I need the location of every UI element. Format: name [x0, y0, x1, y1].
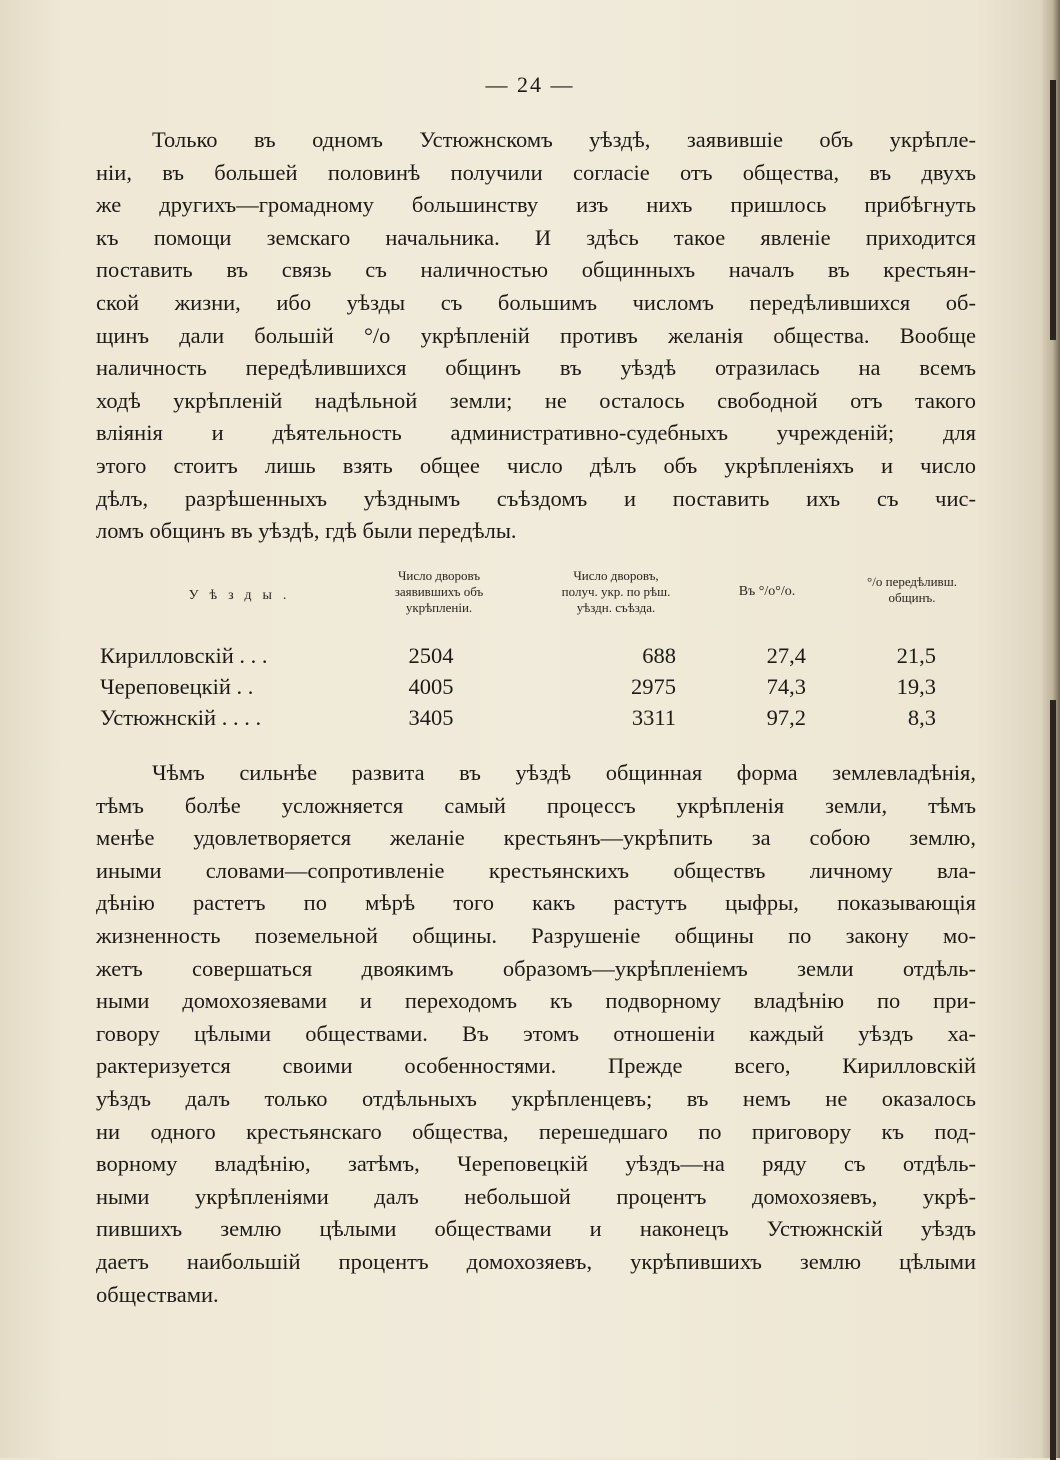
header-line: Число дворовъ,: [573, 568, 659, 583]
text-line: ни одного крестьянскаго общества, перешедшаго по приговору къ под-: [96, 1118, 976, 1144]
text-line: Чѣмъ сильнѣе развита въ уѣздѣ общинная форма землевладѣнія,: [152, 760, 976, 785]
text-line: пившихъ землю цѣлыми обществами и наконецъ Устюжнскій уѣздъ: [96, 1216, 976, 1242]
text-line: къ помощи земскаго начальника. И здѣсь такое явленіе приходится: [96, 224, 976, 250]
table-body: [96, 640, 976, 733]
text-line: рактеризуется своими особенностями. Прежде всего, Кирилловскій: [96, 1053, 976, 1079]
header-line: укрѣпленіи.: [405, 600, 473, 615]
page-number: — 24 —: [485, 72, 575, 97]
text-line: иными словами—сопротивленіе крестьянскихъ обществъ личному вла-: [96, 857, 976, 883]
district-name: Череповецкій . .: [100, 674, 254, 699]
table-header: [96, 566, 976, 630]
paragraph-1: [96, 124, 976, 548]
table-row: [96, 671, 976, 702]
edge-mark: [1050, 80, 1056, 340]
text-line: ніи, въ большей половинѣ получили согласіе отъ общества, въ двухъ: [96, 159, 976, 185]
cell-households-applied: 3405: [408, 705, 454, 730]
text-line: ской жизни, ибо уѣзды съ большимъ числомъ передѣлившихся об-: [96, 289, 976, 315]
edge-mark: [1050, 700, 1056, 1460]
text-line: поставить въ связь съ наличностью общинныхъ началъ въ крестьян-: [96, 257, 976, 283]
header-district: Уѣзды.: [188, 588, 298, 603]
header-line: получ. укр. по рѣш.: [561, 584, 671, 599]
header-line: заявившихъ объ: [394, 584, 484, 599]
district-name: Устюжнскій . . . .: [100, 705, 262, 730]
header-line: Число дворовъ: [397, 568, 481, 583]
text-line: говору цѣлыми обществами. Въ этомъ отношеніи каждый уѣздъ ха-: [96, 1020, 976, 1046]
text-line: Только въ одномъ Устюжнскомъ уѣздѣ, заявившіе объ укрѣпле-: [152, 127, 976, 152]
text-line: ными укрѣпленіями далъ небольшой процентъ домохозяевъ, укрѣ-: [96, 1183, 976, 1209]
text-line: жизненность поземельной общины. Разрушеніе общины по закону мо-: [96, 922, 976, 948]
cell-households-applied: 2504: [408, 643, 454, 668]
table-row: [96, 640, 976, 671]
text-line: ными домохозяевами и переходомъ къ подворному владѣнію по при-: [96, 988, 976, 1014]
header-col1: [354, 568, 524, 616]
page-edge: [1042, 0, 1060, 1458]
text-line: ворному владѣнію, затѣмъ, Череповецкій уѣздъ—на ряду съ отдѣль-: [96, 1151, 976, 1177]
cell-households-granted: 2975: [631, 674, 676, 699]
text-line: же другихъ—громадному большинству изъ нихъ пришлось прибѣгнуть: [96, 192, 976, 218]
header-col3: Въ °/о°/о.: [738, 584, 796, 599]
text-line: вліянія и дѣятельность административно-судебныхъ учрежденій; для: [96, 420, 976, 446]
text-line: щинъ дали большій °/о укрѣпленій противъ желанія общества. Вообще: [96, 322, 976, 348]
text-line: менѣе удовлетворяется желаніе крестьянъ—укрѣпить за собою землю,: [96, 825, 976, 851]
text-line: ломъ общинъ въ уѣздѣ, гдѣ были передѣлы.: [96, 518, 517, 544]
cell-percent: 97,2: [766, 705, 806, 730]
text-line: даетъ наибольшій процентъ домохозяевъ, укрѣпившихъ землю цѣлыми: [96, 1248, 976, 1274]
text-line: уѣздъ далъ только отдѣльныхъ укрѣпленцевъ; въ немъ не оказалось: [96, 1085, 976, 1111]
cell-households-applied: 4005: [408, 674, 454, 699]
table-row: [96, 702, 976, 733]
cell-households-granted: 3311: [631, 705, 676, 730]
header-col2: [526, 568, 706, 616]
text-line: этого стоитъ лишь взять общее число дѣлъ объ укрѣпленіяхъ и число: [96, 452, 976, 478]
cell-percent-communes: 8,3: [907, 705, 936, 730]
text-line: дѣнію растетъ по мѣрѣ того какъ растутъ цыфры, показывающія: [96, 890, 976, 916]
text-line: ходѣ укрѣпленій надѣльной земли; не осталось свободной отъ такого: [96, 387, 976, 413]
text-line: тѣмъ болѣе усложняется самый процессъ укрѣпленія земли, тѣмъ: [96, 792, 976, 818]
text-line: обществами.: [96, 1281, 219, 1307]
text-line: дѣлъ, разрѣшенныхъ уѣзднымъ съѣздомъ и поставить ихъ съ чис-: [96, 485, 976, 511]
district-name: Кирилловскій . . .: [100, 643, 268, 668]
text-line: наличность передѣлившихся общинъ въ уѣздѣ отразилась на всемъ: [96, 355, 976, 381]
cell-households-granted: 688: [642, 643, 676, 668]
cell-percent-communes: 19,3: [896, 674, 936, 699]
paragraph-2: [96, 757, 976, 1311]
cell-percent-communes: 21,5: [896, 643, 936, 668]
header-line: общинъ.: [888, 590, 936, 605]
header-col4: [832, 574, 992, 606]
cell-percent: 27,4: [766, 643, 806, 668]
header-line: уѣздн. съѣзда.: [576, 600, 656, 615]
text-line: жетъ совершаться двоякимъ образомъ—укрѣпленіемъ земли отдѣль-: [96, 955, 976, 981]
cell-percent: 74,3: [766, 674, 806, 699]
header-line: °/о передѣливш.: [867, 574, 957, 589]
